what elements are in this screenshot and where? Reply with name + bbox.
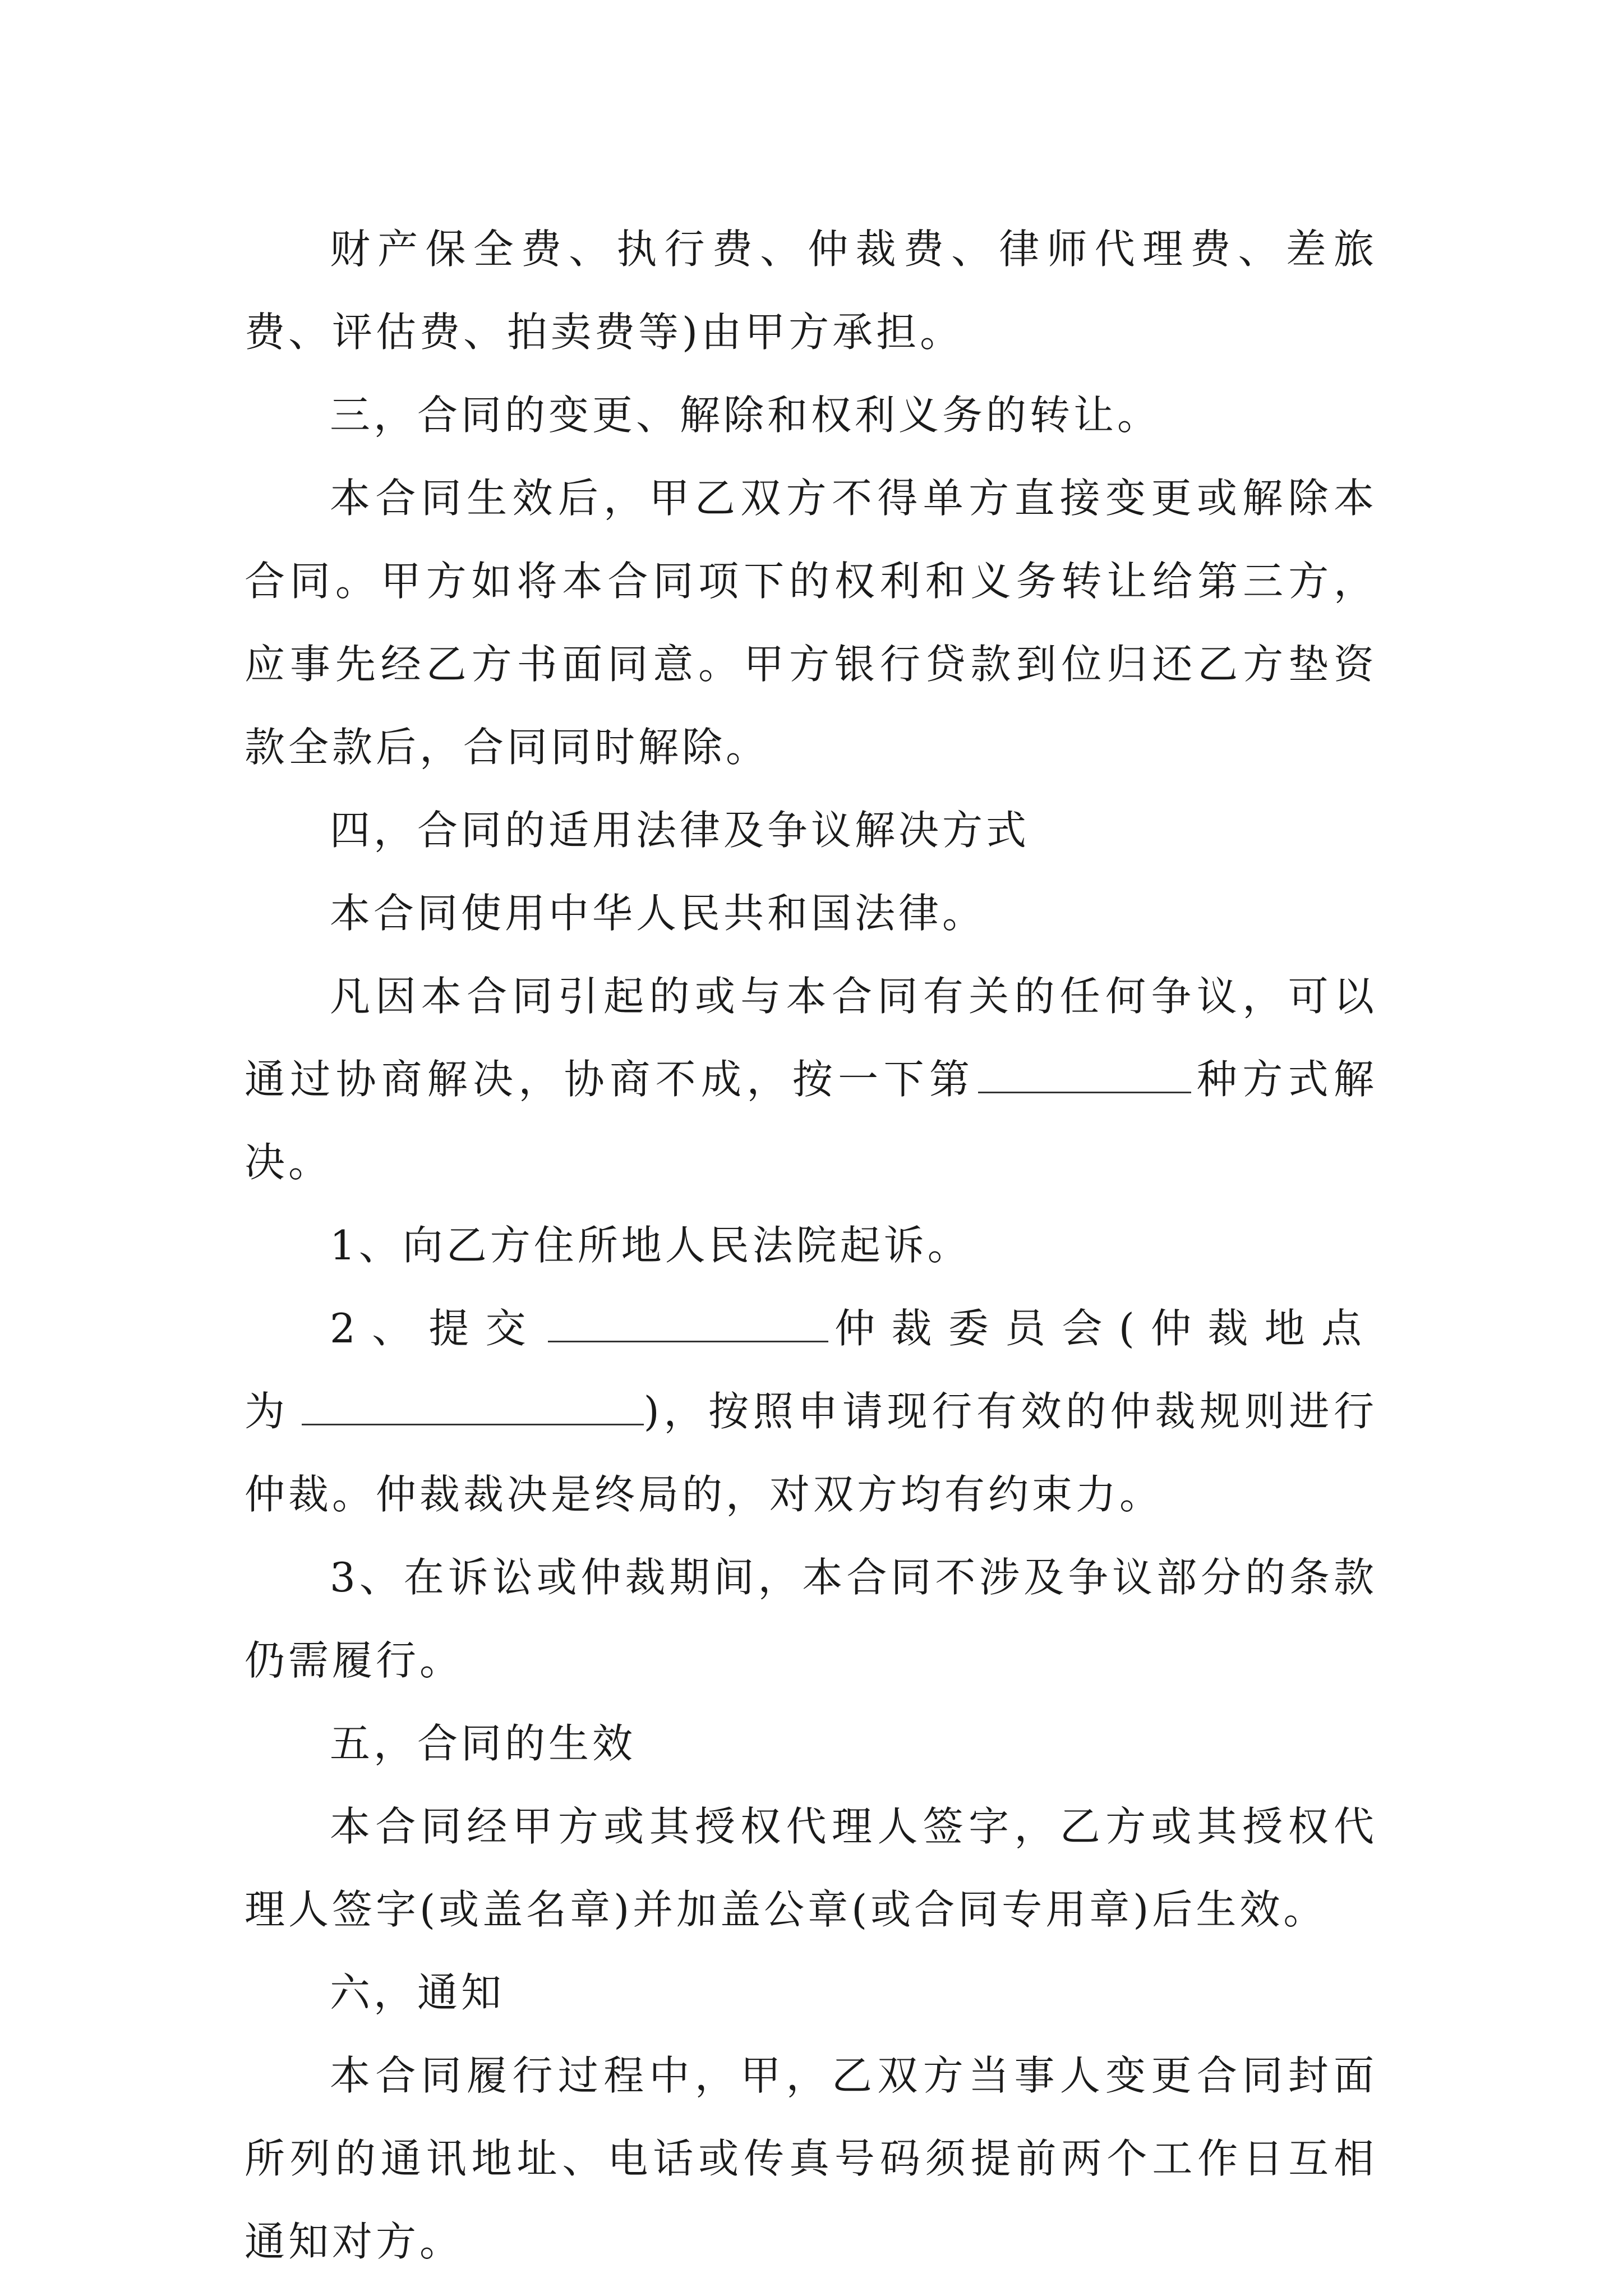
section-heading-6: 六，通知 xyxy=(330,1969,505,2016)
paragraph-applicable-law: 本合同使用中华人民共和国法律。 xyxy=(330,890,986,937)
list-item-3: 3、在诉讼或仲裁期间，本合同不涉及争议部分的条款仍需履行。 xyxy=(245,1554,1377,1684)
dispute-text-after: 种方式解决。 xyxy=(245,1056,1377,1186)
dispute-text-before: 凡因本合同引起的或与本合同有关的任何争议，可以通过协商解决，协商不成，按一下第 xyxy=(245,973,1377,1103)
list-item-2 xyxy=(245,1287,1377,1536)
item2-text-mid: 仲裁委员会(仲裁地点为 xyxy=(245,1305,1377,1435)
arbitration-location-blank xyxy=(302,1388,644,1425)
paragraph-dispute-resolution xyxy=(245,955,1377,1204)
document-body xyxy=(245,208,1377,2283)
arbitration-committee-blank xyxy=(548,1305,828,1342)
paragraph-change-termination: 本合同生效后，甲乙双方不得单方直接变更或解除本合同。甲方如将本合同项下的权利和义务转让给第三方，应事先经乙方书面同意。甲方银行贷款到位归还乙方垫资款全款后，合同同时解除。 xyxy=(245,475,1377,771)
method-number-blank xyxy=(978,1056,1191,1093)
paragraph-effectiveness: 本合同经甲方或其授权代理人签字，乙方或其授权代理人签字(或盖名章)并加盖公章(或合同专用章)后生效。 xyxy=(245,1803,1377,1933)
section-heading-3: 三，合同的变更、解除和权利义务的转让。 xyxy=(330,392,1161,439)
section-heading-4: 四，合同的适用法律及争议解决方式 xyxy=(330,807,1030,854)
section-heading-5: 五，合同的生效 xyxy=(330,1720,637,1767)
list-item-1: 1、向乙方住所地人民法院起诉。 xyxy=(330,1222,971,1269)
item2-text-before: 2、提交 xyxy=(330,1305,542,1352)
paragraph-fees: 财产保全费、执行费、仲裁费、律师代理费、差旅费、评估费、拍卖费等)由甲方承担。 xyxy=(245,226,1377,356)
item2-text-after: )，按照申请现行有效的仲裁规则进行仲裁。仲裁裁决是终局的，对双方均有约束力。 xyxy=(245,1388,1377,1518)
paragraph-notification: 本合同履行过程中，甲，乙双方当事人变更合同封面所列的通讯地址、电话或传真号码须提前两个工作日互相通知对方。 xyxy=(245,2052,1377,2265)
